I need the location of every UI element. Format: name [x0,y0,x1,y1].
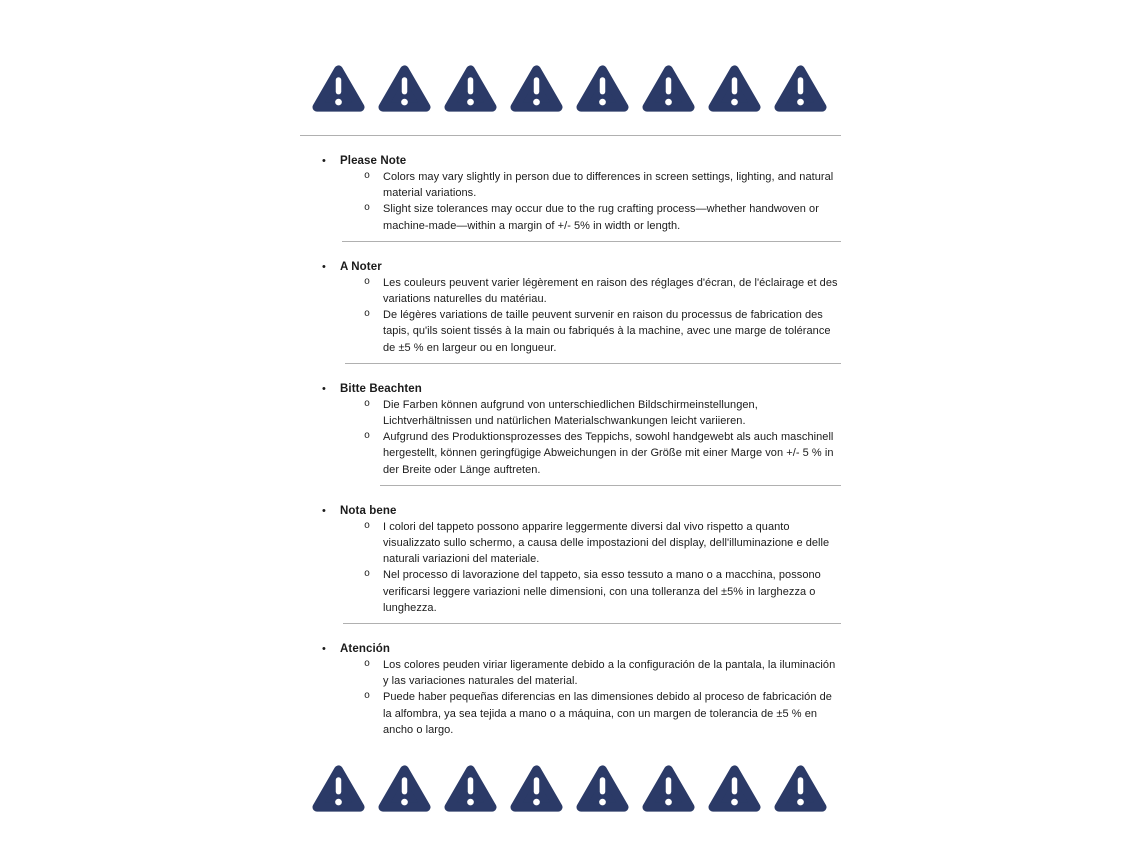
warning-triangle-icon [641,762,696,815]
section-header [300,641,841,657]
divider [380,485,841,486]
divider [342,241,841,242]
note-text: Puede haber pequeñas diferencias en las dimensiones debido al proceso de fabricación de la alfombra, ya sea tejida a mano o a máquina, con un margen de tolerancia de ±5 % en ancho o largo. [383,691,832,736]
section-header [300,503,841,519]
list-item [300,307,841,356]
sub-bullet-marker: o [364,431,371,443]
divider [345,363,841,364]
warning-triangle-icon [773,762,828,815]
warning-triangle-icon [443,762,498,815]
list-item [300,397,841,429]
sub-bullet-marker: o [364,691,371,703]
note-section-french [300,259,841,356]
note-section-italian [300,503,841,616]
sub-bullet-marker: o [364,309,371,321]
list-item [300,169,841,201]
warning-triangle-icon [509,62,564,115]
list-item [300,275,841,307]
section-header [300,381,841,397]
divider [343,623,841,624]
bullet-marker: • [322,504,326,517]
sub-bullet-marker: o [364,569,371,581]
section-title: Nota bene [340,504,397,517]
note-text: Aufgrund des Produktionsprozesses des Teppichs, sowohl handgewebt als auch maschinell hergestellt, können geringfügige Abweichungen in der Größe mit einer Marge von +/- 5 % in der Breite oder Länge auftreten. [383,431,834,476]
warning-triangle-icon [377,762,432,815]
warning-triangle-icon [311,762,366,815]
section-title: A Noter [340,260,382,273]
list-item [300,429,841,478]
section-title: Atención [340,643,390,656]
list-item [300,201,841,233]
note-text: Colors may vary slightly in person due to differences in screen settings, lighting, and natural material variations. [383,171,834,200]
document-page [300,0,841,815]
section-header [300,259,841,275]
divider [300,135,841,136]
warning-triangle-icon [773,62,828,115]
section-title: Please Note [340,155,407,167]
note-section-german [300,381,841,478]
note-text: I colori del tappeto possono apparire leggermente diversi dal vivo rispetto a quanto visualizzato sullo schermo, a causa delle impostazioni del display, dell'illuminazione e delle naturali variazioni del materiale. [383,520,830,566]
list-item [300,519,841,568]
note-text: Slight size tolerances may occur due to the rug crafting process—whether handwoven or machine-made—within a margin of +/- 5% in width or length. [383,203,819,232]
list-item [300,567,841,616]
warning-triangle-icon [311,62,366,115]
warning-triangle-icon [707,762,762,815]
warning-triangle-icon [443,62,498,115]
warning-triangle-icon [707,62,762,115]
warning-icon-row-bottom [300,762,841,815]
bullet-marker: • [322,260,326,273]
note-text: Los colores peuden viriar ligeramente debido a la configuración de la pantala, la iluminación y las variaciones naturales del material. [383,659,836,688]
sub-bullet-marker: o [364,520,371,532]
warning-icon-row-top [300,0,841,115]
bullet-marker: • [322,643,326,656]
note-text: De légères variations de taille peuvent survenir en raison du processus de fabrication des tapis, qu'ils soient tissés à la main ou fabriqués à la machine, avec une marge de tolérance de ±5 % en largeur ou en longueur. [383,309,831,354]
sub-bullet-marker: o [364,398,371,410]
bullet-marker: • [322,155,326,167]
sub-bullet-marker: o [364,203,371,215]
note-section-english [300,153,841,234]
note-text: Les couleurs peuvent varier légèrement en raison des réglages d'écran, de l'éclairage et des variations naturelles du matériau. [383,276,838,306]
warning-triangle-icon [641,62,696,115]
note-section-spanish [300,641,841,738]
list-item [300,657,841,689]
bullet-marker: • [322,382,326,395]
sub-bullet-marker: o [364,171,371,182]
sub-bullet-marker: o [364,659,371,671]
sub-bullet-marker: o [364,276,371,288]
warning-triangle-icon [575,762,630,815]
note-text: Nel processo di lavorazione del tappeto, sia esso tessuto a mano o a macchina, possono verificarsi leggere variazioni nelle dimensioni, con una tolleranza del ±5% in larghezza o lunghezza. [383,569,821,614]
warning-triangle-icon [509,762,564,815]
section-title: Bitte Beachten [340,382,422,395]
warning-triangle-icon [575,62,630,115]
warning-triangle-icon [377,62,432,115]
list-item [300,689,841,738]
section-header [300,153,841,169]
note-text: Die Farben können aufgrund von unterschiedlichen Bildschirmeinstellungen, Lichtverhältnissen und natürlichen Materialschwankungen leicht variieren. [383,398,758,428]
